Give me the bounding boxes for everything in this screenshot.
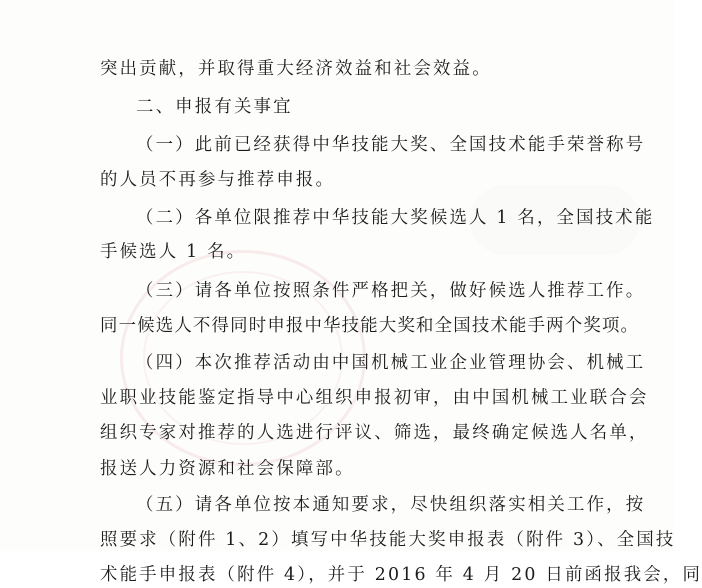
paragraph-line: （二）各单位限推荐中华技能大奖候选人 1 名，全国技术能: [136, 208, 655, 228]
paragraph-line: 业职业技能鉴定指导中心组织申报初审，由中国机械工业联合会: [100, 388, 649, 408]
paragraph-line: 报送人力资源和社会保障部。: [100, 459, 355, 479]
paragraph-line: （五）请各单位按本通知要求，尽快组织落实相关工作，按: [136, 495, 646, 515]
paragraph-line: 照要求（附件 1、2）填写中华技能大奖申报表（附件 3）、全国技: [100, 530, 676, 550]
paragraph-line: 的人员不再参与推荐申报。: [100, 170, 336, 190]
paragraph-line: 术能手申报表（附件 4），并于 2016 年 4 月 20 日前函报我会，同: [100, 565, 702, 585]
paragraph-line: （三）请各单位按照条件严格把关，做好候选人推荐工作。: [136, 281, 646, 301]
paragraph-line: （四）本次推荐活动由中国机械工业企业管理协会、机械工: [136, 353, 646, 373]
paragraph-line: 手候选人 1 名。: [100, 242, 247, 262]
paragraph-line: 突出贡献，并取得重大经济效益和社会效益。: [100, 59, 492, 79]
paragraph-line: 组织专家对推荐的人选进行评议、筛选，最终确定候选人名单，: [100, 423, 649, 443]
section-heading: 二、申报有关事宜: [136, 97, 293, 117]
paragraph-line: 同一候选人不得同时申报中华技能大奖和全国技术能手两个奖项。: [100, 316, 640, 336]
paragraph-line: （一）此前已经获得中华技能大奖、全国技术能手荣誉称号: [136, 135, 646, 155]
